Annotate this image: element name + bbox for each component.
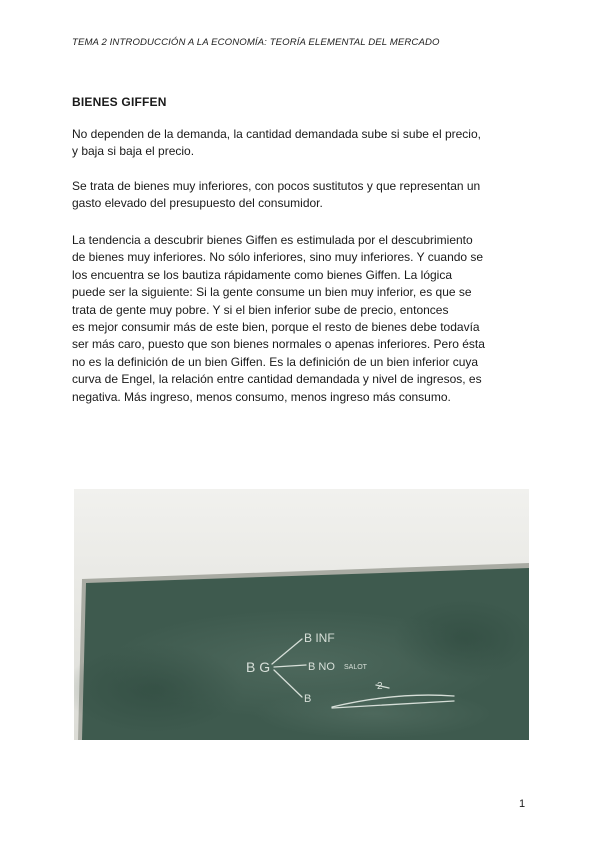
paragraph-definition xyxy=(72,126,532,161)
paragraph-characteristics xyxy=(72,178,532,213)
chalk-label-bno-small: SALOT xyxy=(344,664,367,671)
chalkboard-photo xyxy=(74,489,529,740)
text-line: y baja si baja el precio. xyxy=(72,144,195,159)
text-line: ser más caro, puesto que son bienes normales o apenas inferiores. Pero ésta xyxy=(72,337,485,352)
chalk-label-binf: B INF xyxy=(304,631,335,645)
text-line: de bienes muy inferiores. No sólo inferiores, sino muy inferiores. Y cuando se xyxy=(72,250,484,265)
text-line: No dependen de la demanda, la cantidad demandada sube si sube el precio, xyxy=(72,127,481,141)
text-line: curva de Engel, la relación entre cantidad demandada y nivel de ingresos, es xyxy=(72,372,482,387)
text-line: trata de gente muy pobre. Y si el bien inferior sube de precio, entonces xyxy=(72,302,449,317)
text-line: negativa. Más ingreso, menos consumo, menos ingreso más consumo. xyxy=(72,389,451,404)
text-line: La tendencia a descubrir bienes Giffen es estimulada por el descubrimiento xyxy=(72,233,473,247)
text-line: gasto elevado del presupuesto del consumidor. xyxy=(72,196,323,211)
paragraph-explanation xyxy=(72,232,532,406)
page-number: 1 xyxy=(519,798,526,810)
text-line: es mejor consumir más de este bien, porque el resto de bienes debe todavía xyxy=(72,320,480,335)
text-line: los encuentra se los bautiza rápidamente como bienes Giffen. La lógica xyxy=(72,267,453,282)
section-title: BIENES GIFFEN xyxy=(72,95,167,109)
text-line: no es la definición de un bien Giffen. Es la definición de un bien inferior cuya xyxy=(72,354,479,369)
chalk-label-b: B xyxy=(304,693,312,705)
chalk-label-bno: B NO xyxy=(308,661,335,673)
chalk-label-bg: B G xyxy=(246,659,271,675)
text-line: puede ser la siguiente: Si la gente consume un bien muy inferior, es que se xyxy=(72,285,472,300)
text-line: Se trata de bienes muy inferiores, con pocos sustitutos y que representan un xyxy=(72,179,481,193)
running-header: TEMA 2 INTRODUCCIÓN A LA ECONOMÍA: TEORÍA ELEMENTAL DEL MERCADO xyxy=(72,37,440,48)
chalk-label-two: 2 xyxy=(377,681,383,692)
